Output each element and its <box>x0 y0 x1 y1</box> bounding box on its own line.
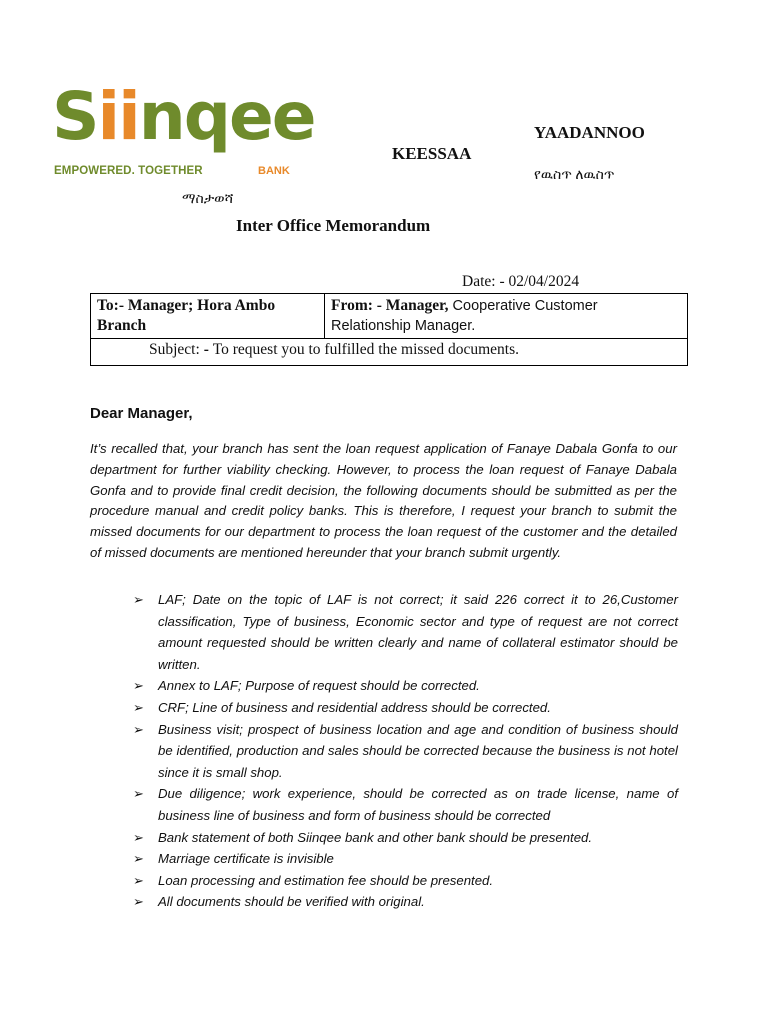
list-item-text: Loan processing and estimation fee should be presented. <box>158 872 494 888</box>
yaadannoo-heading: YAADANNOO <box>534 123 645 142</box>
missed-documents-list <box>133 589 678 913</box>
list-item-text: Annex to LAF; Purpose of request should be corrected. <box>158 678 480 694</box>
list-item-text: Business visit; prospect of business location and age and condition of business should be identified, production and sales should be corrected because the business is not hotel since it is small shop. <box>158 721 678 780</box>
logo-wordmark <box>52 78 315 155</box>
list-item <box>133 891 678 913</box>
list-item <box>133 589 678 675</box>
logo-letters-ii: ii <box>97 78 139 155</box>
to-cell: To:- Manager; Hora Ambo Branch <box>91 294 325 339</box>
list-item <box>133 827 678 849</box>
from-cell <box>325 294 688 339</box>
logo-tagline: EMPOWERED. TOGETHER <box>54 165 203 177</box>
keessaa-heading: KEESSAA <box>392 144 472 163</box>
from-text: Cooperative Customer Relationship Manager. <box>331 298 598 334</box>
arrow-bullet-icon: ➢ <box>133 894 144 910</box>
memo-title: Inter Office Memorandum <box>236 216 431 235</box>
list-item <box>133 783 678 826</box>
arrow-bullet-icon: ➢ <box>133 592 144 607</box>
list-item-text: LAF; Date on the topic of LAF is not correct; it said 226 correct it to 26,Customer classification, Type of business, Economic sector and type of request are not correct amount requested should be written clearly and name of collateral estimator should be written. <box>158 592 678 672</box>
logo-letter-s: S <box>52 78 98 155</box>
arrow-bullet-icon: ➢ <box>133 699 144 715</box>
list-item-text: Marriage certificate is invisible <box>158 851 334 867</box>
list-item <box>133 675 678 697</box>
subject-dash: - <box>203 341 213 358</box>
from-label: From: - Manager, <box>331 297 449 314</box>
amharic-heading-left: ማስታወሻ <box>182 192 234 207</box>
subject-cell <box>91 339 688 366</box>
arrow-bullet-icon: ➢ <box>133 851 144 867</box>
list-item-text: CRF; Line of business and residential address should be corrected. <box>158 699 551 715</box>
list-item <box>133 848 678 870</box>
siinqee-bank-logo <box>52 78 315 182</box>
body-paragraph: It’s recalled that, your branch has sent the loan request application of Fanaye Dabala Gonfa to our department for further viability checking. However, to process the loan request of Fanaye Dabala Gonfa and to provide final credit decision, the following documents should be submitted as per the procedure manual and credit policy banks. This is therefore, I request your branch to submit the missed documents for our department to process the loan request of the customer and the detailed of missed documents are mentioned hereunder that your branch submit urgently. <box>90 441 677 560</box>
logo-letters-nqee: nqee <box>138 78 315 155</box>
arrow-bullet-icon: ➢ <box>133 872 144 888</box>
memo-date: Date: - 02/04/2024 <box>462 273 580 290</box>
arrow-bullet-icon: ➢ <box>133 678 144 694</box>
subject-label: Subject: <box>149 341 204 358</box>
list-item <box>133 870 678 892</box>
subject-text: To request you to fulfilled the missed documents. <box>212 341 520 358</box>
list-item-text: All documents should be verified with original. <box>158 894 425 910</box>
amharic-heading-right: የዉስጥ ለዉስጥ <box>534 168 615 183</box>
greeting: Dear Manager, <box>90 405 193 422</box>
memo-header-table <box>90 293 688 366</box>
arrow-bullet-icon: ➢ <box>133 786 144 802</box>
logo-bank-label: BANK <box>258 165 290 177</box>
arrow-bullet-icon: ➢ <box>133 721 144 737</box>
arrow-bullet-icon: ➢ <box>133 829 144 845</box>
list-item <box>133 697 678 719</box>
list-item <box>133 719 678 784</box>
list-item-text: Bank statement of both Siinqee bank and other bank should be presented. <box>158 829 593 845</box>
list-item-text: Due diligence; work experience, should be corrected as on trade license, name of business line of business and form of business should be corrected <box>158 786 678 823</box>
